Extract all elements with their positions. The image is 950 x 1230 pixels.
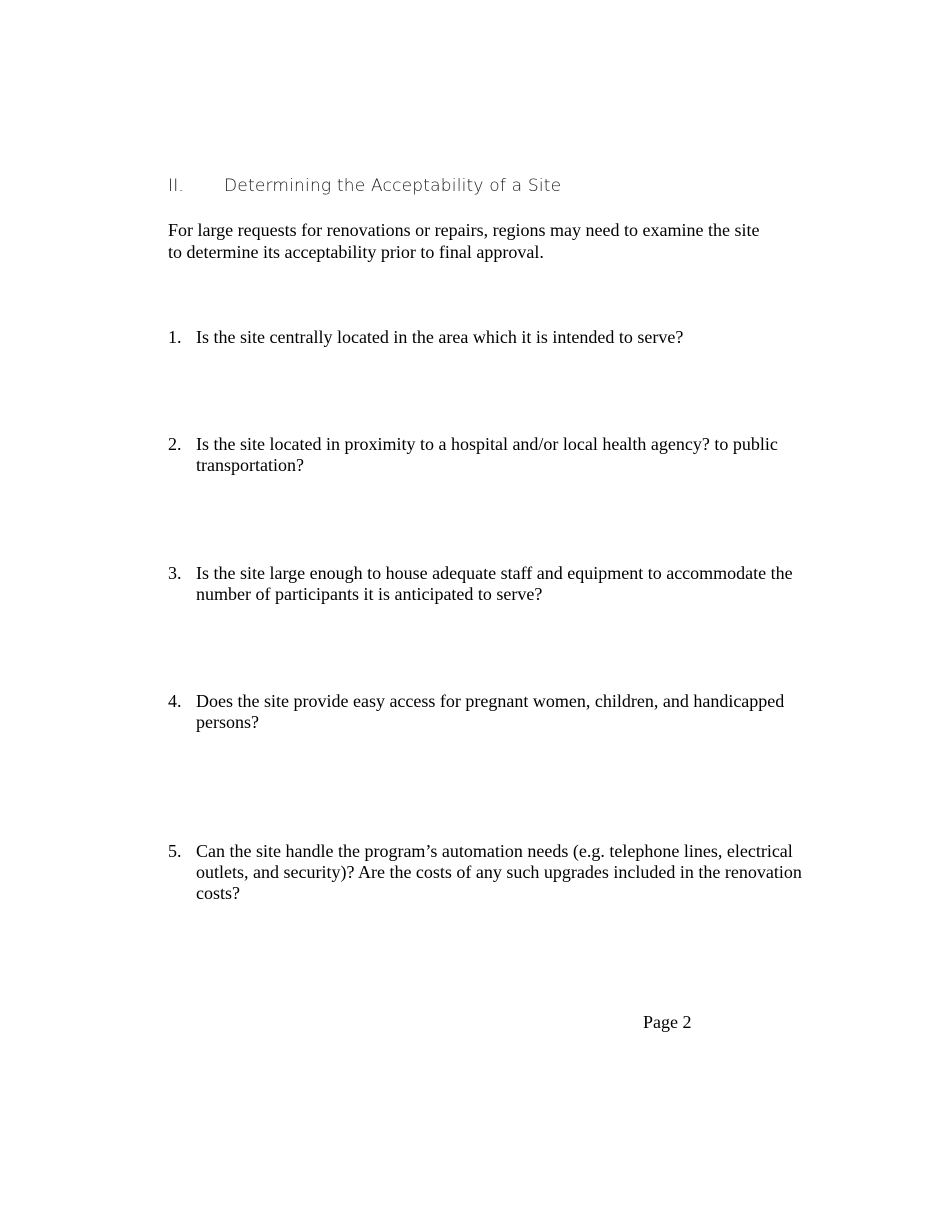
question-item (168, 434, 818, 476)
question-number: 5. (168, 841, 182, 861)
section-heading (168, 176, 561, 196)
question-number: 3. (168, 563, 182, 583)
question-text: Is the site large enough to house adequate staff and equipment to accommodate the number of participants it is anticipated to serve? (196, 563, 793, 604)
section-numeral: II. (168, 176, 185, 196)
question-text: Is the site located in proximity to a hospital and/or local health agency? to public transportation? (196, 434, 778, 475)
question-text: Is the site centrally located in the area which it is intended to serve? (196, 327, 684, 347)
question-number: 1. (168, 327, 182, 347)
question-text: Can the site handle the program’s automation needs (e.g. telephone lines, electrical outlets, and security)? Are the costs of any such upgrades included in the renovation costs? (196, 841, 802, 903)
page-number: Page 2 (643, 1012, 692, 1032)
question-item (168, 327, 818, 348)
question-item (168, 563, 818, 605)
question-item (168, 691, 818, 733)
question-text: Does the site provide easy access for pregnant women, children, and handicapped persons? (196, 691, 785, 732)
question-number: 4. (168, 691, 182, 711)
section-title: Determining the Acceptability of a Site (224, 176, 562, 196)
intro-paragraph: For large requests for renovations or repairs, regions may need to examine the site to determine its acceptability prior to final approval. (168, 220, 760, 262)
question-number: 2. (168, 434, 182, 454)
question-item (168, 841, 818, 904)
